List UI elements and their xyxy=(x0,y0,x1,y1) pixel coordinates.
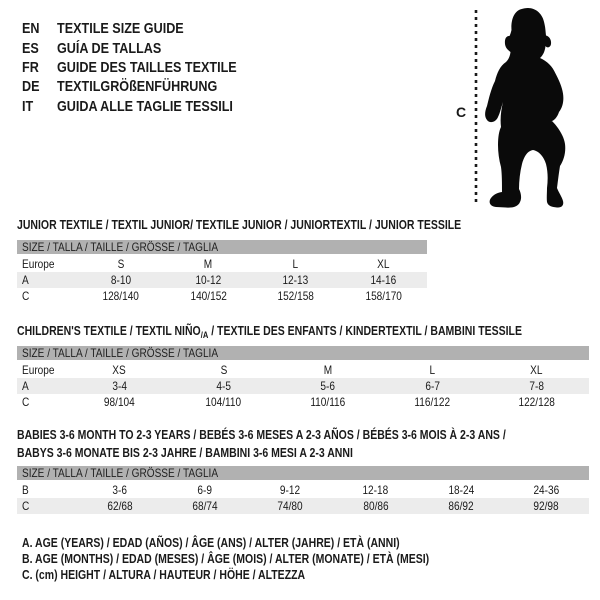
cell-text: S xyxy=(220,363,227,377)
cell-text: 9-12 xyxy=(280,483,301,497)
table-cell xyxy=(67,395,171,409)
cell-text: L xyxy=(429,363,436,377)
table-cell xyxy=(504,499,589,513)
junior-size-header-bar xyxy=(17,240,427,254)
row-label-text: A xyxy=(22,273,29,287)
babies-size-table xyxy=(17,466,589,514)
table-cell xyxy=(252,289,340,303)
table-cell xyxy=(171,379,275,393)
cell-text: M xyxy=(323,363,333,377)
row-label xyxy=(17,395,67,409)
junior-size-table xyxy=(17,240,427,304)
lang-row-fr xyxy=(22,58,271,77)
lang-title-de-text: TEXTILGRÖßENFÜHRUNG xyxy=(57,78,218,96)
table-cell xyxy=(418,483,503,497)
cell-text: L xyxy=(292,257,299,271)
cell-text: 158/170 xyxy=(365,289,402,303)
table-cell xyxy=(380,395,484,409)
lang-code-en xyxy=(22,20,57,37)
children-title-post: / TEXTILE DES ENFANTS / KINDERTEXTIL / BAMBINI TESSILE xyxy=(208,324,522,338)
table-cell xyxy=(67,379,171,393)
row-label-text: C xyxy=(22,289,30,303)
row-label-text: B xyxy=(22,483,29,497)
footnote-b-text: B. AGE (MONTHS) / EDAD (MESES) / ÂGE (MOIS) / ALTER (MONATE) / ETÀ (MESI) xyxy=(22,552,430,566)
row-label-text: A xyxy=(22,379,29,393)
table-cell xyxy=(165,273,253,287)
table-cell xyxy=(77,273,165,287)
table-cell xyxy=(252,257,340,271)
table-cell xyxy=(340,273,428,287)
lang-code-de xyxy=(22,78,57,95)
lang-code-es-text: ES xyxy=(22,39,39,57)
babies-title-line1: BABIES 3-6 MONTH TO 2-3 YEARS / BEBÉS 3-6 MESES A 2-3 AÑOS / BÉBÉS 3-6 MOIS À 2-3 ANS / xyxy=(17,428,506,442)
cell-text: 8-10 xyxy=(110,273,131,287)
table-cell xyxy=(380,363,484,377)
row-label xyxy=(17,499,77,513)
table-cell xyxy=(276,379,380,393)
cell-text: 80/86 xyxy=(363,499,389,513)
table-row xyxy=(17,362,589,378)
cell-text: 152/158 xyxy=(277,289,314,303)
table-cell xyxy=(77,257,165,271)
cell-text: 140/152 xyxy=(190,289,227,303)
junior-table-title xyxy=(17,216,546,234)
table-cell xyxy=(162,499,247,513)
cell-text: 62/68 xyxy=(107,499,133,513)
table-cell xyxy=(77,289,165,303)
cell-text: 86/92 xyxy=(448,499,474,513)
row-label-text: C xyxy=(22,395,30,409)
lang-code-fr xyxy=(22,59,57,76)
table-cell xyxy=(171,395,275,409)
table-cell xyxy=(276,363,380,377)
table-cell xyxy=(333,483,418,497)
babies-title-line2: BABYS 3-6 MONATE BIS 2-3 JAHRE / BAMBINI 3-6 MESI A 2-3 ANNI xyxy=(17,446,353,460)
children-table-title xyxy=(17,322,600,344)
toddler-silhouette-icon xyxy=(485,8,565,208)
row-label-text: Europe xyxy=(22,363,55,377)
table-cell xyxy=(77,483,162,497)
cell-text: 110/116 xyxy=(310,395,346,409)
height-measure-label: C xyxy=(455,104,467,120)
cell-text: 5-6 xyxy=(320,379,336,393)
size-header-text: SIZE / TALLA / TAILLE / GRÖSSE / TAGLIA xyxy=(22,240,219,254)
lang-title-fr-text: GUIDE DES TAILLES TEXTILE xyxy=(57,58,237,76)
table-cell xyxy=(485,395,589,409)
table-cell xyxy=(252,273,340,287)
cell-text: 12-18 xyxy=(362,483,389,497)
footnote-a xyxy=(22,535,507,551)
lang-title-en xyxy=(57,20,208,37)
lang-title-es xyxy=(57,40,181,57)
table-cell xyxy=(485,363,589,377)
children-table-title-text xyxy=(17,322,522,344)
table-cell xyxy=(171,363,275,377)
cell-text: XS xyxy=(112,363,126,377)
table-cell xyxy=(333,499,418,513)
table-row xyxy=(17,498,589,514)
cell-text: 6-9 xyxy=(197,483,213,497)
lang-title-de xyxy=(57,78,248,95)
cell-text: 92/98 xyxy=(533,499,559,513)
cell-text: 6-7 xyxy=(425,379,440,393)
row-label xyxy=(17,379,67,393)
row-label xyxy=(17,363,67,377)
row-label xyxy=(17,273,77,287)
lang-row-it xyxy=(22,97,271,116)
cell-text: 18-24 xyxy=(448,483,474,497)
row-label xyxy=(17,289,77,303)
children-size-table xyxy=(17,346,589,410)
children-title-sub: /A xyxy=(200,330,209,340)
table-cell xyxy=(248,483,333,497)
table-cell xyxy=(418,499,503,513)
children-size-header-bar xyxy=(17,346,589,360)
lang-row-de xyxy=(22,77,271,96)
lang-code-it xyxy=(22,98,57,115)
row-label xyxy=(17,483,77,497)
table-row xyxy=(17,378,589,394)
lang-code-es xyxy=(22,40,57,57)
lang-code-de-text: DE xyxy=(22,78,40,96)
cell-text: 10-12 xyxy=(195,273,222,287)
cell-text: 3-6 xyxy=(112,483,127,497)
lang-title-es-text: GUÍA DE TALLAS xyxy=(57,39,162,57)
children-title-pre: CHILDREN'S TEXTILE / TEXTIL NIÑO xyxy=(17,324,201,338)
footnote-b xyxy=(22,551,507,567)
lang-code-fr-text: FR xyxy=(22,58,39,76)
table-cell xyxy=(67,363,171,377)
table-cell xyxy=(165,257,253,271)
footnote-c-text: C. (cm) HEIGHT / ALTURA / HAUTEUR / HÖHE / ALTEZZA xyxy=(22,568,306,582)
cell-text: 116/122 xyxy=(414,395,451,409)
table-cell xyxy=(165,289,253,303)
lang-title-it xyxy=(57,98,266,115)
cell-text: XL xyxy=(377,257,390,271)
cell-text: 7-8 xyxy=(529,379,545,393)
table-row xyxy=(17,482,589,498)
junior-table-title-text: JUNIOR TEXTILE / TEXTIL JUNIOR/ TEXTILE JUNIOR / JUNIORTEXTIL / JUNIOR TESSILE xyxy=(17,218,462,232)
footnote-c xyxy=(22,567,507,583)
lang-title-en-text: TEXTILE SIZE GUIDE xyxy=(57,20,184,38)
table-cell xyxy=(485,379,589,393)
cell-text: 128/140 xyxy=(102,289,139,303)
table-cell xyxy=(340,257,428,271)
language-title-block xyxy=(22,19,271,116)
table-cell xyxy=(380,379,484,393)
lang-code-it-text: IT xyxy=(22,97,34,115)
babies-size-header-bar xyxy=(17,466,589,480)
lang-row-en xyxy=(22,19,271,38)
row-label-text: Europe xyxy=(22,257,55,271)
cell-text: XL xyxy=(530,363,543,377)
table-row xyxy=(17,256,427,272)
cell-text: 24-36 xyxy=(533,483,560,497)
cell-text: 4-5 xyxy=(216,379,231,393)
table-row xyxy=(17,288,427,304)
table-cell xyxy=(162,483,247,497)
table-cell xyxy=(77,499,162,513)
table-cell xyxy=(248,499,333,513)
cell-text: 3-4 xyxy=(111,379,127,393)
toddler-figure-graphic xyxy=(440,0,600,240)
footnote-a-text: A. AGE (YEARS) / EDAD (AÑOS) / ÂGE (ANS) / ALTER (JAHRE) / ETÀ (ANNI) xyxy=(22,536,400,550)
row-label xyxy=(17,257,77,271)
cell-text: 104/110 xyxy=(205,395,242,409)
lang-title-fr xyxy=(57,59,271,76)
lang-row-es xyxy=(22,38,271,57)
footnotes-block xyxy=(22,535,507,583)
row-label-text: C xyxy=(22,499,30,513)
table-row xyxy=(17,272,427,288)
cell-text: 98/104 xyxy=(103,395,135,409)
table-cell xyxy=(340,289,428,303)
cell-text: 12-13 xyxy=(282,273,309,287)
table-row xyxy=(17,394,589,410)
cell-text: 14-16 xyxy=(370,273,397,287)
lang-code-en-text: EN xyxy=(22,20,40,38)
cell-text: 122/128 xyxy=(518,395,556,409)
table-cell xyxy=(276,395,380,409)
lang-title-it-text: GUIDA ALLE TAGLIE TESSILI xyxy=(57,97,233,115)
babies-table-title xyxy=(17,426,599,462)
cell-text: M xyxy=(204,257,213,271)
cell-text: S xyxy=(117,257,125,271)
cell-text: 74/80 xyxy=(277,499,303,513)
size-header-text: SIZE / TALLA / TAILLE / GRÖSSE / TAGLIA xyxy=(22,346,219,360)
size-header-text: SIZE / TALLA / TAILLE / GRÖSSE / TAGLIA xyxy=(22,466,219,480)
cell-text: 68/74 xyxy=(192,499,218,513)
table-cell xyxy=(504,483,589,497)
